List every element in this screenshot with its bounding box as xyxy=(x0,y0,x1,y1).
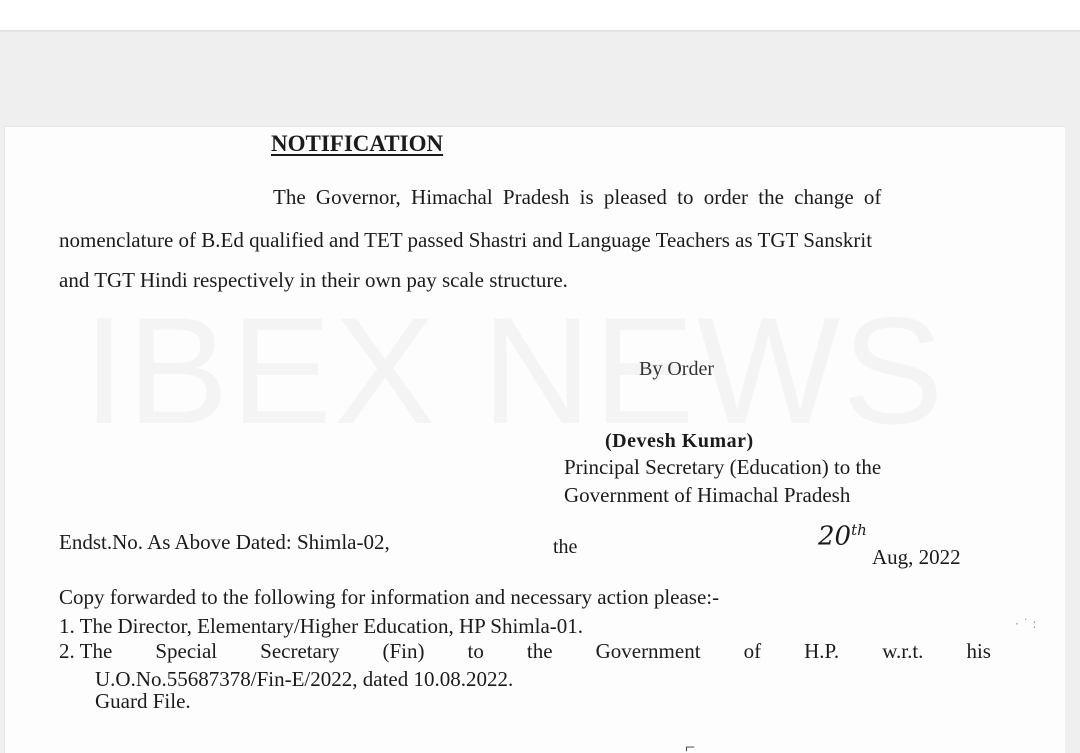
item2-word: Secretary xyxy=(260,639,340,663)
item2-word: to xyxy=(467,639,484,663)
signatory-designation-2: Government of Himachal Pradesh xyxy=(564,483,851,507)
copy-list-item-2 xyxy=(59,641,991,662)
by-order-text: By Order xyxy=(639,358,714,380)
item2-word: of xyxy=(743,639,762,663)
item2-word: Government xyxy=(595,639,701,663)
endorsement-number: Endst.No. As Above Dated: Shimla-02, xyxy=(59,530,390,554)
item2-word: the xyxy=(526,639,553,663)
item2-word: H.P. xyxy=(804,639,840,663)
document-page xyxy=(4,126,1065,753)
endorsement-month-year: Aug, 2022 xyxy=(872,545,961,569)
scan-mark-decoration: ⌐ xyxy=(685,737,696,753)
signatory-name: (Devesh Kumar) xyxy=(605,430,754,452)
watermark-text xyxy=(83,295,946,447)
item2-word: 2. The xyxy=(59,639,113,663)
body-line-3: and TGT Hindi respectively in their own pay scale structure. xyxy=(59,268,568,292)
copy-list-item-2-reference: U.O.No.55687378/Fin-E/2022, dated 10.08.2022. xyxy=(95,667,514,691)
endorsement-the: the xyxy=(553,536,578,558)
body-line-2: nomenclature of B.Ed qualified and TET passed Shastri and Language Teachers as TGT Sanskrit xyxy=(59,228,873,252)
item2-word: Special xyxy=(155,639,218,663)
day-number: 20 xyxy=(818,521,852,552)
notification-title: NOTIFICATION xyxy=(271,131,444,156)
top-bar xyxy=(0,0,1080,32)
item2-word: his xyxy=(966,639,991,663)
handwritten-day xyxy=(818,523,867,550)
body-line-1: The Governor, Himachal Pradesh is pleased to order the change of xyxy=(273,185,882,209)
copy-list-item-3: Guard File. xyxy=(95,689,191,713)
copy-forwarded-header: Copy forwarded to the following for information and necessary action please:- xyxy=(59,585,720,609)
scan-specks-decoration: · ˙ : xyxy=(1015,617,1037,631)
copy-list-item-1: 1. The Director, Elementary/Higher Education, HP Shimla-01. xyxy=(59,614,584,638)
item2-word: w.r.t. xyxy=(882,639,924,663)
day-suffix: th xyxy=(851,521,867,539)
item2-word: (Fin) xyxy=(382,639,425,663)
signatory-designation-1: Principal Secretary (Education) to the xyxy=(564,455,882,479)
